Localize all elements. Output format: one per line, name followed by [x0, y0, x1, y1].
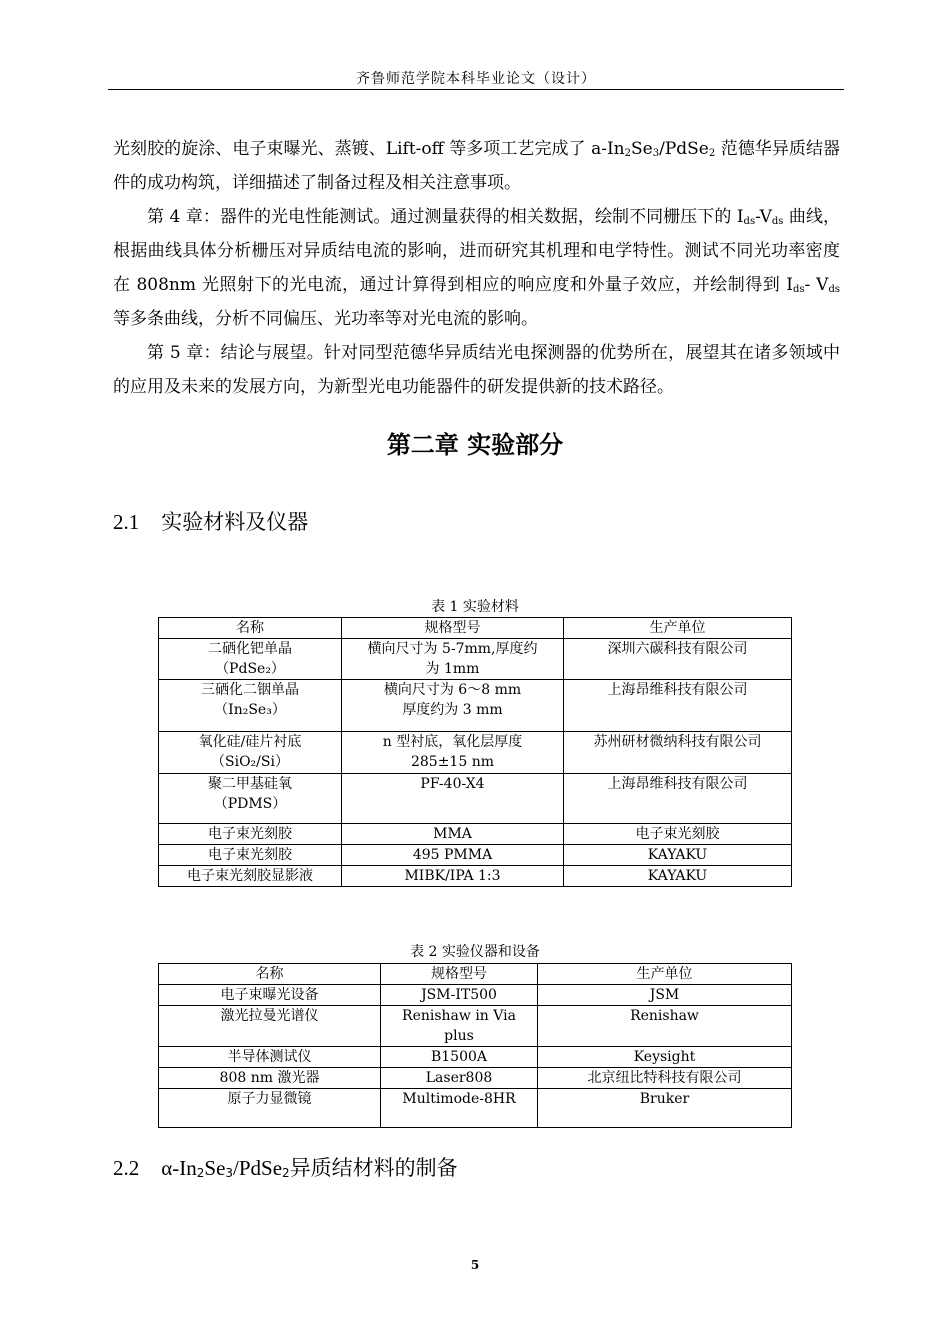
table-cell: 上海昂维科技有限公司 [564, 774, 792, 824]
table-row [159, 845, 792, 866]
table-cell: JSM [538, 985, 792, 1006]
subscript: ds [771, 216, 784, 227]
table-cell [342, 639, 564, 680]
table2-caption: 表 2 实验仪器和设备 [410, 944, 540, 960]
text-run: 曲线，根据曲线具体分析栅压对异质结电流的影响，进而研究其机理和电学特性。测试不同光功率密度在 808nm 光照射下的光电流，通过计算得到相应的响应度和外量子效应，并绘制得到 I [113, 207, 840, 295]
materials-table [158, 617, 792, 887]
subscript: ds [792, 284, 805, 295]
table-row [159, 1006, 792, 1047]
instruments-table [158, 963, 792, 1128]
table-cell: 电子束光刻胶 [159, 845, 342, 866]
subscript: ds [743, 216, 756, 227]
table-cell [342, 680, 564, 732]
title-run: α-In [161, 1156, 197, 1180]
table-row [159, 866, 792, 887]
cell-line: n 型衬底，氧化层厚度 [382, 734, 523, 750]
table-cell: 上海昂维科技有限公司 [564, 680, 792, 732]
table-cell: 苏州研材微纳科技有限公司 [564, 732, 792, 774]
table-row [159, 1068, 792, 1089]
cell-line: 聚二甲基硅氧 [208, 776, 292, 792]
table-row [159, 774, 792, 824]
table-cell: 激光拉曼光谱仪 [159, 1006, 381, 1047]
text-run: - V [804, 275, 829, 295]
table-cell [159, 774, 342, 824]
column-header: 生产单位 [564, 618, 792, 639]
table-row [159, 824, 792, 845]
table-cell: MIBK/IPA 1:3 [342, 866, 564, 887]
section-title: 实验材料及仪器 [161, 510, 309, 534]
title-run: Se [204, 1156, 226, 1180]
cell-line: 为 1mm [425, 661, 480, 677]
text-run: 等多条曲线，分析不同偏压、光功率等对光电流的影响。 [113, 309, 538, 329]
table-cell: Keysight [538, 1047, 792, 1068]
chapter-title: 第二章 实验部分 [386, 431, 564, 459]
text-run: 范德华异质结器件的成功构筑，详细描述了制备过程及相关注意事项。 [113, 139, 841, 193]
text-run: 光刻胶的旋涂、电子束曝光、蒸镀、Lift-off 等多项工艺完成了 a-In [113, 139, 625, 159]
column-header: 规格型号 [381, 964, 538, 985]
table-cell: 电子束光刻胶 [159, 824, 342, 845]
subscript: 2 [708, 148, 716, 159]
table-header-row [159, 964, 792, 985]
table-cell: 深圳六碳科技有限公司 [564, 639, 792, 680]
table-cell: 原子力显微镜 [159, 1089, 381, 1128]
column-header: 生产单位 [538, 964, 792, 985]
table-cell: JSM-IT500 [381, 985, 538, 1006]
table1-caption: 表 1 实验材料 [431, 599, 519, 615]
table-cell: 北京纽比特科技有限公司 [538, 1068, 792, 1089]
text-run: Se [631, 139, 653, 159]
title-run: /PdSe [233, 1156, 283, 1180]
table-cell: Renishaw [538, 1006, 792, 1047]
cell-line: 横向尺寸为 6～8 mm [383, 682, 522, 698]
subscript: 3 [225, 1166, 234, 1180]
cell-line: 氧化硅/硅片衬底 [198, 734, 302, 750]
table-cell: 电子束曝光设备 [159, 985, 381, 1006]
table-cell: Multimode-8HR [381, 1089, 538, 1128]
cell-line: （PDMS） [213, 796, 287, 812]
text-run: 第 4 章：器件的光电性能测试。通过测量获得的相关数据，绘制不同栅压下的 I [147, 207, 744, 227]
section-heading-2-2 [113, 1152, 458, 1182]
cell-line: （In₂Se₃） [214, 702, 286, 718]
text-run: -V [755, 207, 772, 227]
cell-line: 厚度约为 3 mm [402, 702, 503, 718]
table-row [159, 985, 792, 1006]
cell-line: （SiO₂/Si） [211, 754, 289, 770]
table-cell: Bruker [538, 1089, 792, 1128]
subscript: 2 [196, 1166, 205, 1180]
table-cell [159, 680, 342, 732]
subscript: 2 [624, 148, 631, 159]
table-cell: Laser808 [381, 1068, 538, 1089]
subscript: ds [828, 284, 840, 295]
table-row [159, 1089, 792, 1128]
table-cell: PF-40-X4 [342, 774, 564, 824]
paragraph-3: 第 5 章：结论与展望。针对同型范德华异质结光电探测器的优势所在，展望其在诸多领域中的应用及未来的发展方向，为新型光电功能器件的研发提供新的技术路径。 [113, 343, 840, 397]
table-cell: 808 nm 激光器 [159, 1068, 381, 1089]
subscript: 2 [282, 1166, 290, 1180]
column-header: 名称 [159, 618, 342, 639]
table-cell: 495 PMMA [342, 845, 564, 866]
paragraph-1 [113, 132, 840, 200]
body-text [113, 132, 840, 404]
column-header: 名称 [159, 964, 381, 985]
table-row [159, 732, 792, 774]
cell-line: 横向尺寸为 5-7mm,厚度约 [367, 641, 538, 657]
column-header: 规格型号 [342, 618, 564, 639]
page-number: 5 [470, 1258, 480, 1272]
table-cell [159, 732, 342, 774]
title-run: 异质结材料的制备 [289, 1156, 458, 1180]
cell-line: 285±15 nm [410, 754, 494, 770]
section-number: 2.2 [113, 1156, 140, 1180]
cell-line: Renishaw in Via [402, 1008, 516, 1024]
table-cell: 电子束光刻胶 [564, 824, 792, 845]
table-cell: KAYAKU [564, 866, 792, 887]
table-row [159, 1047, 792, 1068]
page-header: 齐鲁师范学院本科毕业论文（设计） [356, 71, 596, 87]
table-cell [381, 1006, 538, 1047]
table-row [159, 680, 792, 732]
table-cell [159, 639, 342, 680]
table-cell [342, 732, 564, 774]
table-header-row [159, 618, 792, 639]
section-heading-2-1 [113, 506, 308, 536]
table-row [159, 639, 792, 680]
header-divider [108, 89, 844, 90]
table-cell: KAYAKU [564, 845, 792, 866]
cell-line: （PdSe₂） [215, 661, 285, 677]
cell-line: 三硒化二铟单晶 [201, 682, 299, 698]
table-cell: MMA [342, 824, 564, 845]
table-cell: 电子束光刻胶显影液 [159, 866, 342, 887]
table-cell: 半导体测试仪 [159, 1047, 381, 1068]
text-run: /PdSe [659, 139, 709, 159]
subscript: 3 [652, 148, 660, 159]
cell-line: plus [444, 1028, 474, 1044]
paragraph-2 [113, 200, 840, 336]
cell-line: 二硒化钯单晶 [208, 641, 292, 657]
section-number: 2.1 [113, 510, 140, 534]
table-cell: B1500A [381, 1047, 538, 1068]
